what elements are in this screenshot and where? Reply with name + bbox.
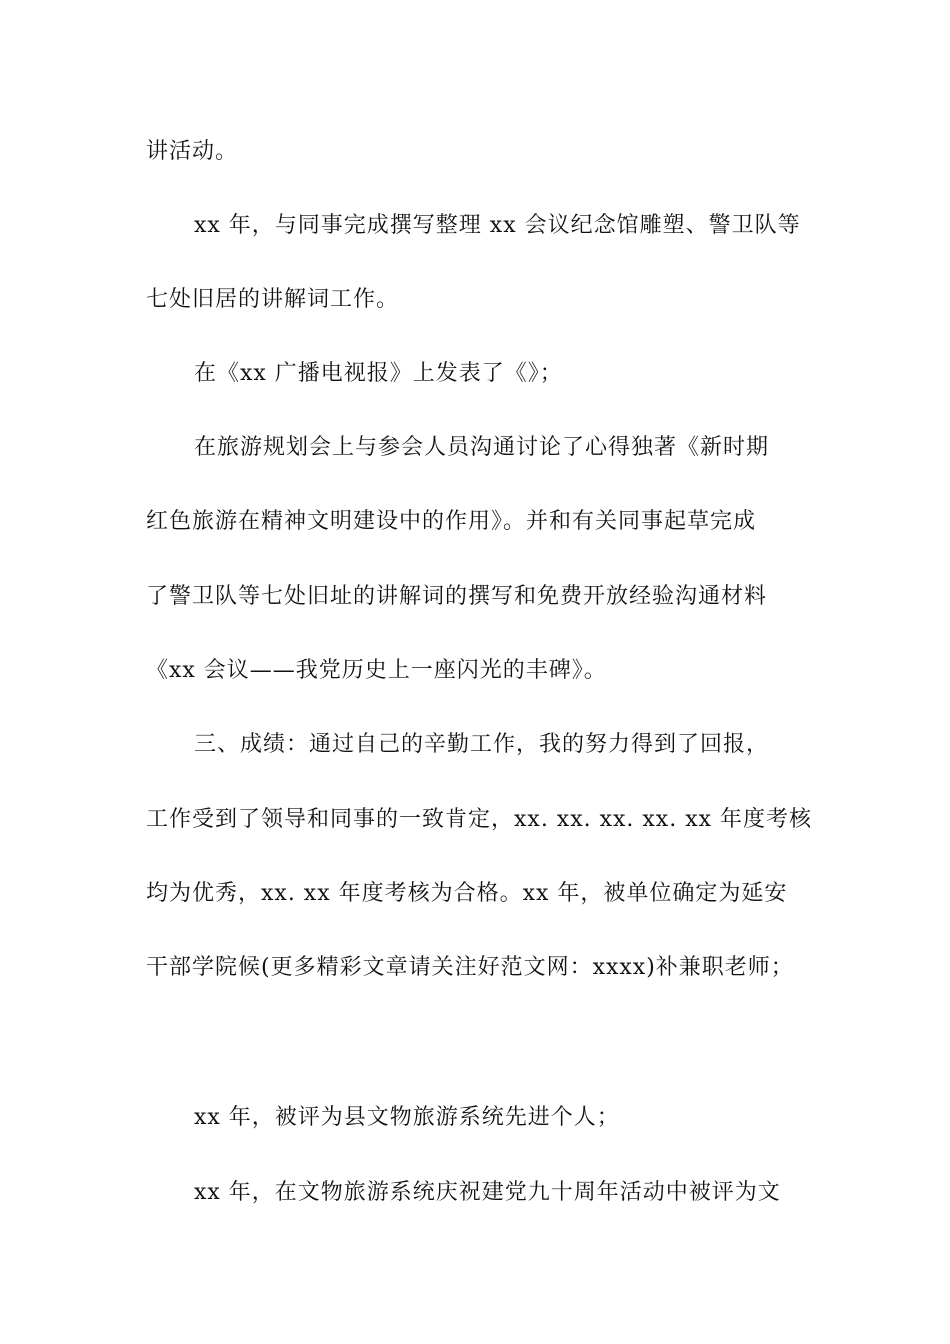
text-line: 在旅游规划会上与参会人员沟通讨论了心得独著《新时期 xyxy=(194,435,770,460)
text-line: 红色旅游在精神文明建设中的作用》。并和有关同事起草完成 xyxy=(146,509,757,534)
text-line: 在《xx 广播电视报》上发表了《》； xyxy=(194,361,563,386)
text-line: 干部学院候(更多精彩文章请关注好范文网：xxxx)补兼职老师； xyxy=(146,955,794,980)
text-line: 了警卫队等七处旧址的讲解词的撰写和免费开放经验沟通材料 xyxy=(146,584,768,609)
text-line: xx 年，在文物旅游系统庆祝建党九十周年活动中被评为文 xyxy=(194,1180,781,1205)
text-line: 七处旧居的讲解词工作。 xyxy=(146,287,400,312)
text-line: 《xx 会议——我党历史上一座闪光的丰碑》。 xyxy=(146,658,607,683)
text-line: 讲活动。 xyxy=(146,139,239,164)
text-line: 三、成绩：通过自己的辛勤工作，我的努力得到了回报， xyxy=(194,732,770,757)
text-line: 工作受到了领导和同事的一致肯定，xx. xx. xx. xx. xx 年度考核 xyxy=(146,807,813,832)
text-line: 均为优秀，xx. xx 年度考核为合格。xx 年，被单位确定为延安 xyxy=(146,881,788,906)
text-line: xx 年，与同事完成撰写整理 xx 会议纪念馆雕塑、警卫队等 xyxy=(194,213,801,238)
text-line: xx 年，被评为县文物旅游系统先进个人； xyxy=(194,1105,620,1130)
